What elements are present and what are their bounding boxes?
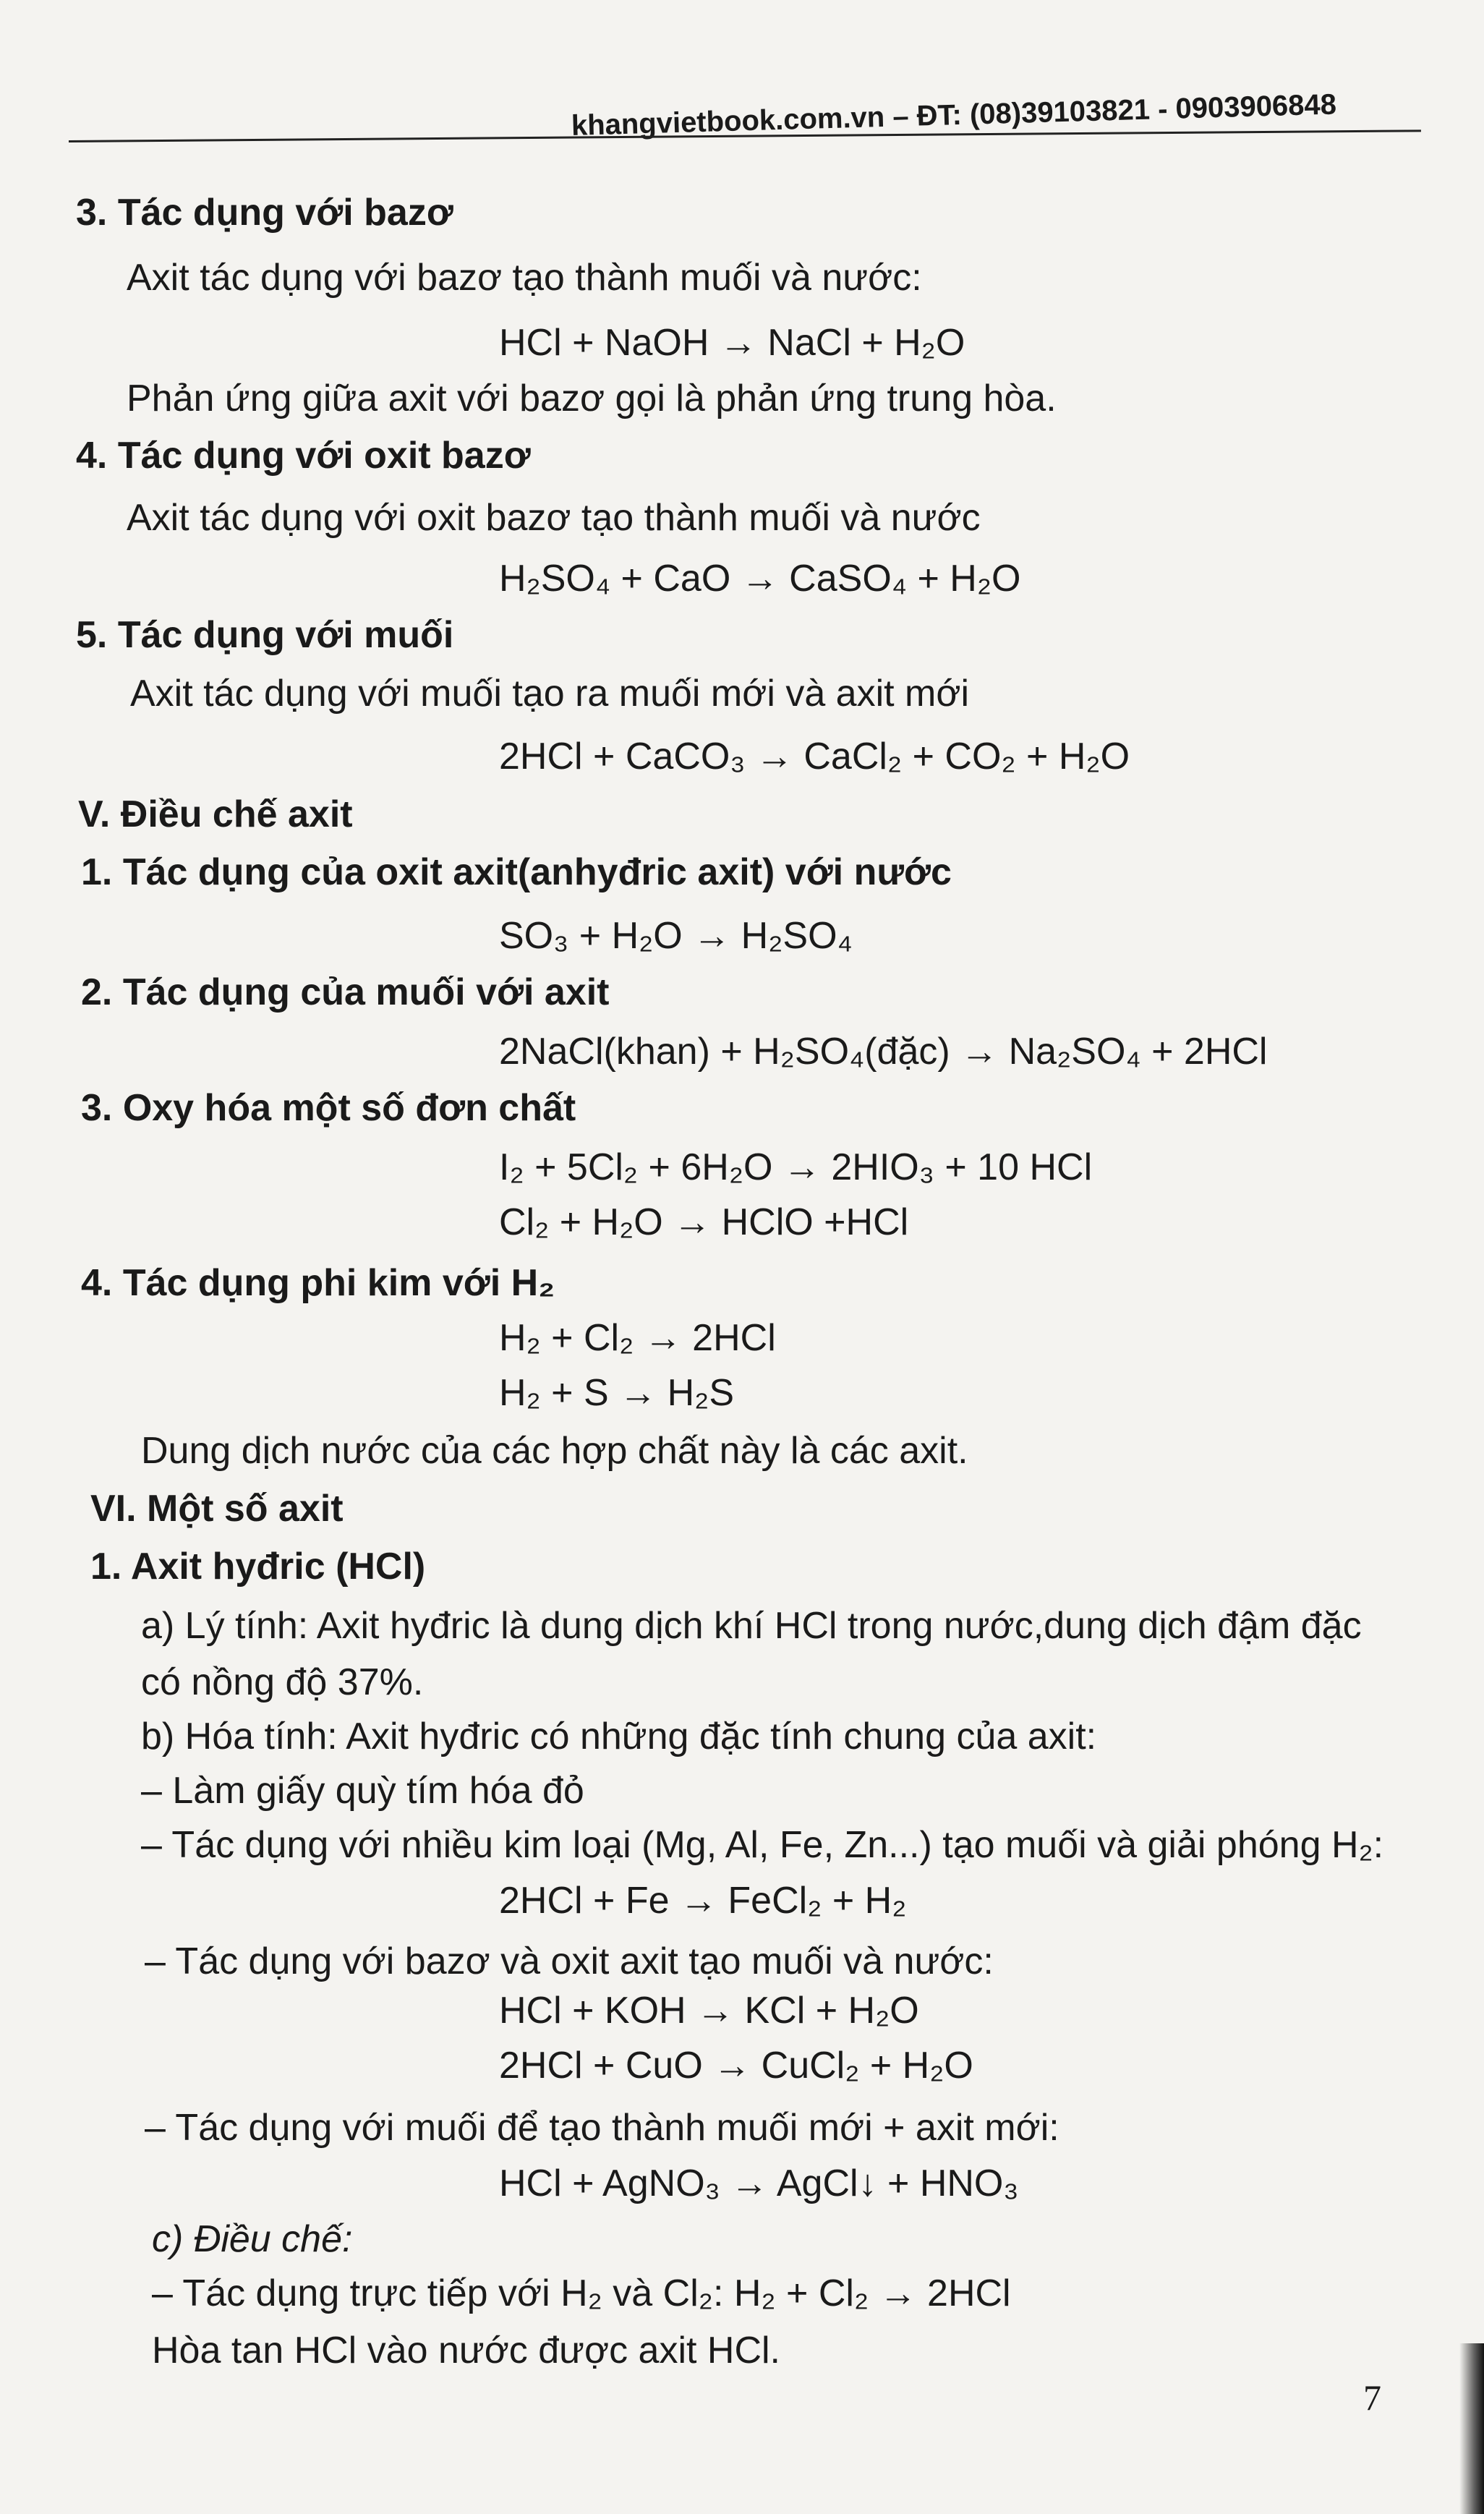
equation: H₂SO₄ + CaO → CaSO₄ + H₂O: [499, 558, 1021, 600]
equation: 2HCl + CuO → CuCl₂ + H₂O: [499, 2045, 973, 2087]
paragraph: có nồng độ 37%.: [141, 1661, 424, 1703]
equation: I₂ + 5Cl₂ + 6H₂O → 2HIO₃ + 10 HCl: [499, 1146, 1093, 1188]
paragraph: Hòa tan HCl vào nước được axit HCl.: [152, 2330, 780, 2372]
equation: SO₃ + H₂O → H₂SO₄: [499, 915, 853, 957]
equation: HCl + KOH → KCl + H₂O: [499, 1990, 919, 2032]
equation: H₂ + S → H₂S: [499, 1372, 734, 1414]
equation: H₂ + Cl₂ → 2HCl: [499, 1317, 776, 1359]
bullet-item: – Tác dụng với muối để tạo thành muối mới + axit mới:: [145, 2107, 1059, 2149]
bullet-item: – Tác dụng với nhiều kim loại (Mg, Al, Fe, Zn...) tạo muối và giải phóng H₂:: [141, 1824, 1384, 1866]
paragraph: a) Lý tính: Axit hyđric là dung dịch khí HCl trong nước,dung dịch đậm đặc: [141, 1605, 1362, 1647]
equation: 2NaCl(khan) + H₂SO₄(đặc) → Na₂SO₄ + 2HCl: [499, 1031, 1268, 1073]
equation: 2HCl + Fe → FeCl₂ + H₂: [499, 1880, 907, 1922]
paragraph: Phản ứng giữa axit với bazơ gọi là phản ứng trung hòa.: [127, 378, 1057, 419]
section-heading: VI. Một số axit: [90, 1488, 344, 1530]
section-heading: 1. Axit hyđric (HCl): [90, 1546, 426, 1588]
section-heading: 4. Tác dụng phi kim với H₂: [81, 1262, 555, 1304]
section-heading: 2. Tác dụng của muối với axit: [81, 971, 610, 1013]
page-edge-shadow: [1459, 2343, 1484, 2514]
section-heading: 3. Oxy hóa một số đơn chất: [81, 1087, 576, 1129]
section-heading: 3. Tác dụng với bazơ: [76, 192, 453, 234]
section-heading: V. Điều chế axit: [78, 793, 353, 835]
paragraph: b) Hóa tính: Axit hyđric có những đặc tính chung của axit:: [141, 1716, 1097, 1757]
paragraph: Dung dịch nước của các hợp chất này là các axit.: [141, 1430, 968, 1472]
bullet-item: – Tác dụng với bazơ và oxit axit tạo muối và nước:: [145, 1940, 994, 1982]
bullet-item: – Tác dụng trực tiếp với H₂ và Cl₂: H₂ + Cl₂ → 2HCl: [152, 2272, 1011, 2314]
equation: HCl + NaOH → NaCl + H₂O: [499, 322, 965, 364]
section-heading: 4. Tác dụng với oxit bazơ: [76, 435, 531, 477]
paragraph: Axit tác dụng với oxit bazơ tạo thành muối và nước: [127, 497, 981, 539]
page-header: khangvietbook.com.vn – ĐT: (08)39103821 - 0903906848: [571, 88, 1337, 142]
subheading: c) Điều chế:: [152, 2218, 353, 2260]
paragraph: Axit tác dụng với muối tạo ra muối mới và axit mới: [130, 673, 970, 715]
bullet-item: – Làm giấy quỳ tím hóa đỏ: [141, 1770, 584, 1812]
section-heading: 1. Tác dụng của oxit axit(anhyđric axit) với nước: [81, 851, 952, 893]
paragraph: Axit tác dụng với bazơ tạo thành muối và nước:: [127, 257, 922, 299]
section-heading: 5. Tác dụng với muối: [76, 614, 454, 656]
equation: 2HCl + CaCO₃ → CaCl₂ + CO₂ + H₂O: [499, 736, 1130, 777]
equation: HCl + AgNO₃ → AgCl↓ + HNO₃: [499, 2163, 1019, 2204]
page-number: 7: [1363, 2377, 1381, 2418]
equation: Cl₂ + H₂O → HClO +HCl: [499, 1201, 909, 1243]
